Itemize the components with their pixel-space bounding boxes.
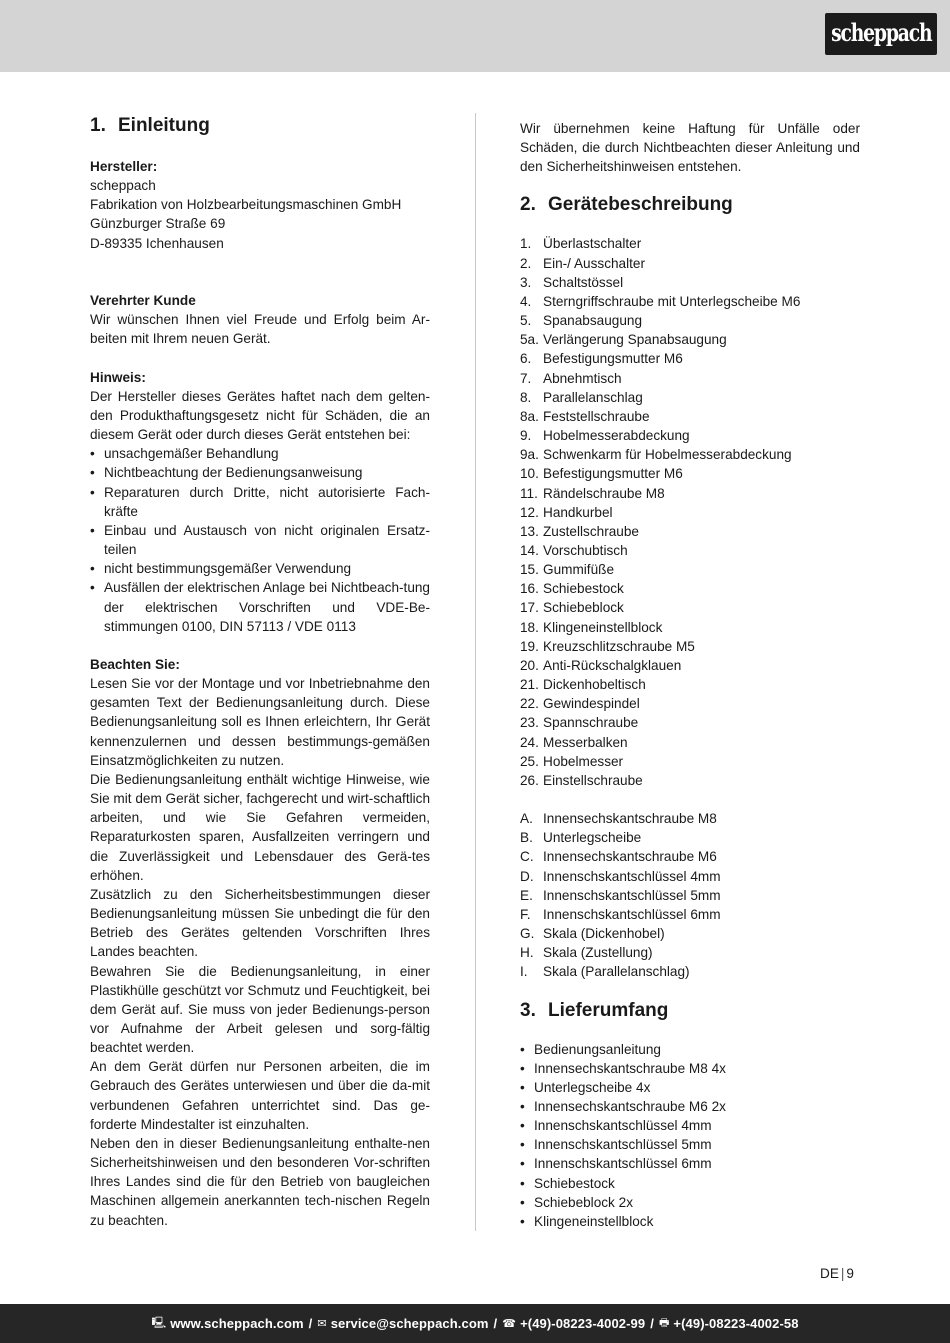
- item-text: Verlängerung Spanabsaugung: [543, 332, 727, 348]
- list-item: • Nichtbeachtung der Bedienungsanweisung: [90, 465, 363, 481]
- list-item: [520, 943, 860, 962]
- list-item: [520, 503, 860, 522]
- left-column: [90, 111, 430, 1230]
- item-text: Gewindespindel: [543, 696, 640, 712]
- section-1-title: Einleitung: [118, 115, 210, 136]
- item-text: Hobelmesserabdeckung: [543, 428, 690, 444]
- item-text: Schiebestock: [543, 581, 624, 597]
- list-item: [520, 905, 860, 924]
- list-item: [520, 618, 860, 637]
- item-number: 23.: [520, 715, 539, 731]
- item-text: Schwenkarm für Hobelmesserabdeckung: [543, 447, 792, 463]
- item-number: 9.: [520, 428, 532, 444]
- list-item: [520, 867, 860, 886]
- item-number: 13.: [520, 523, 539, 539]
- column-divider: [475, 113, 476, 1231]
- section-1-number: 1.: [90, 115, 106, 136]
- item-text: Überlastschalter: [543, 236, 642, 252]
- customer-text: Wir wünschen Ihnen viel Freude und Erfolg beim Ar-beiten mit Ihrem neuen Gerät.: [90, 312, 430, 347]
- logo-text: scheppach: [830, 18, 932, 47]
- list-item: [520, 694, 860, 713]
- list-item: [520, 733, 860, 752]
- item-text: Skala (Zustellung): [543, 945, 653, 961]
- list-item: [520, 675, 860, 694]
- section-2-number: 2.: [520, 194, 536, 216]
- item-number: 24.: [520, 734, 539, 750]
- list-item: • Bedienungsanleitung: [520, 1041, 661, 1057]
- address-line: scheppach: [90, 178, 156, 194]
- footer-fax: +(49)-08223-4002-58: [673, 1316, 799, 1331]
- list-item: [520, 847, 860, 866]
- list-item: • Innensechskantschraube M6 2x: [520, 1099, 726, 1115]
- item-number: 9a.: [520, 447, 539, 463]
- section-3-heading: [520, 996, 860, 1026]
- list-item: • Unterlegscheibe 4x: [520, 1079, 651, 1095]
- item-number: 8a.: [520, 408, 539, 424]
- delivery-list: [520, 1040, 860, 1232]
- note-text: Der Hersteller dieses Gerätes haftet nach dem gelten-den Produkthaftungsgesetz nicht für Schäden, die an diesem Gerät oder durch dieses Gerät entstehen bei:: [90, 388, 430, 443]
- footer-separator: /: [308, 1316, 313, 1331]
- manufacturer-label: Hersteller:: [90, 159, 158, 174]
- list-item: • unsachgemäßer Behandlung: [90, 446, 279, 462]
- list-item: [520, 637, 860, 656]
- item-number: 6.: [520, 351, 532, 367]
- item-text: Innensechskantschraube M6: [543, 849, 717, 865]
- item-text: Messerbalken: [543, 734, 628, 750]
- item-number: F.: [520, 906, 531, 922]
- item-text: Anti-Rückschalgklauen: [543, 657, 682, 673]
- header-bar: [0, 0, 950, 72]
- item-number: C.: [520, 849, 534, 865]
- item-text: Spanabsaugung: [543, 313, 643, 329]
- footer-bar: [0, 1304, 950, 1343]
- scheppach-logo: [825, 13, 937, 55]
- computer-icon: 🖳︎: [151, 1317, 167, 1329]
- item-text: Unterlegscheibe: [543, 830, 642, 846]
- item-text: Innenschskantschlüssel 4mm: [543, 868, 721, 884]
- list-item: [520, 369, 860, 388]
- list-item: [520, 330, 860, 349]
- item-number: 22.: [520, 696, 539, 712]
- item-text: Befestigungsmutter M6: [543, 466, 683, 482]
- item-number: 16.: [520, 581, 539, 597]
- list-item: [520, 598, 860, 617]
- footer-website[interactable]: www.scheppach.com: [170, 1316, 304, 1331]
- list-item: [520, 656, 860, 675]
- item-text: Sterngriffschraube mit Unterlegscheibe M6: [543, 293, 801, 309]
- phone-icon: ☎︎: [502, 1318, 517, 1330]
- list-item: • Schiebestock: [520, 1175, 615, 1191]
- item-number: 20.: [520, 657, 539, 673]
- item-number: 17.: [520, 600, 539, 616]
- item-number: B.: [520, 830, 533, 846]
- address-line: D-89335 Ichenhausen: [90, 235, 224, 251]
- item-text: Schiebeblock: [543, 600, 624, 616]
- list-item: [520, 445, 860, 464]
- footer-separator: /: [650, 1316, 654, 1331]
- item-number: 14.: [520, 542, 539, 558]
- list-item: [520, 311, 860, 330]
- item-text: Klingeneinstellblock: [543, 619, 663, 635]
- item-text: Innensechskantschraube M8: [543, 811, 717, 827]
- list-item: [520, 809, 860, 828]
- item-number: 25.: [520, 753, 539, 769]
- item-text: Skala (Parallelanschlag): [543, 964, 690, 980]
- list-item: • nicht bestimmungsgemäßer Verwendung: [90, 561, 352, 577]
- list-item: • Einbau und Austausch von nicht originalen Ersatz-teilen: [90, 522, 430, 558]
- item-text: Dickenhobeltisch: [543, 677, 646, 693]
- item-number: 5.: [520, 313, 532, 329]
- observe-label: Beachten Sie:: [90, 657, 180, 673]
- item-text: Hobelmesser: [543, 753, 624, 769]
- list-item: • Innensechskantschraube M8 4x: [520, 1060, 726, 1076]
- list-item: [520, 771, 860, 790]
- item-number: 18.: [520, 619, 539, 635]
- footer-separator: /: [493, 1316, 498, 1331]
- item-number: 5a.: [520, 332, 539, 348]
- address-line: Fabrikation von Holzbearbeitungsmaschinen GmbH: [90, 197, 402, 213]
- item-text: Befestigungsmutter M6: [543, 351, 683, 367]
- item-number: A.: [520, 811, 533, 827]
- list-item: [520, 828, 860, 847]
- section-1-heading: [90, 111, 430, 141]
- list-item: [520, 254, 860, 273]
- list-item: [520, 522, 860, 541]
- footer-phone: +(49)-08223-4002-99: [520, 1316, 646, 1331]
- list-item: • Innenschskantschlüssel 6mm: [520, 1156, 712, 1172]
- item-number: 1.: [520, 236, 532, 252]
- item-text: Feststellschraube: [543, 408, 650, 424]
- list-item: [520, 579, 860, 598]
- item-text: Gummifüße: [543, 562, 615, 578]
- list-item: • Innenschskantschlüssel 4mm: [520, 1118, 712, 1134]
- address-line: Günzburger Straße 69: [90, 216, 226, 232]
- list-item: [520, 464, 860, 483]
- item-text: Vorschubtisch: [543, 542, 628, 558]
- item-number: 7.: [520, 370, 532, 386]
- item-text: Ein-/ Ausschalter: [543, 255, 645, 271]
- list-item: [520, 388, 860, 407]
- observe-paragraph: Bewahren Sie die Bedienungsanleitung, in einer Plastikhülle geschützt vor Schmutz und Feuchtigkeit, bei dem Gerät auf. Sie muss von jeder Bedienungs-person vor Aufnahme der Arbeit gelesen und sorg-fältig beachtet werden.: [90, 963, 430, 1056]
- fax-icon: 🖶︎: [658, 1317, 670, 1329]
- note-label: Hinweis:: [90, 369, 146, 385]
- item-text: Schaltstössel: [543, 274, 624, 290]
- footer-email[interactable]: service@scheppach.com: [330, 1316, 489, 1331]
- section-2-heading: [520, 190, 860, 220]
- list-item: [520, 234, 860, 253]
- list-item: [520, 407, 860, 426]
- note-bullet-list: [90, 444, 430, 636]
- item-number: 21.: [520, 677, 539, 693]
- observe-paragraph: Lesen Sie vor der Montage und vor Inbetriebnahme den gesamten Text der Bedienungsanleitung durch. Diese Bedienungsanleitung soll es Ihnen erleichtern, Ihr Gerät kennenzulernen und dessen bestimmungs-gemäßen Einsatzmöglichkeiten zu nutzen.: [90, 676, 430, 768]
- parts-list: [520, 234, 860, 790]
- item-number: 19.: [520, 638, 539, 654]
- item-number: H.: [520, 945, 534, 961]
- page-language: DE: [820, 1266, 839, 1281]
- item-number: 4.: [520, 293, 532, 309]
- item-text: Handkurbel: [543, 504, 613, 520]
- item-number: D.: [520, 868, 534, 884]
- item-text: Innenschskantschlüssel 5mm: [543, 887, 721, 903]
- observe-paragraph: Die Bedienungsanleitung enthält wichtige Hinweise, wie Sie mit dem Gerät sicher, fachgerecht und wirt-schaftlich arbeiten, und wie Sie Gefahren vermeiden, Reparaturkosten sparen, Ausfallzeiten verringern und die Zuverlässigkeit und Lebensdauer des Gerä-tes erhöhen.: [90, 771, 430, 883]
- email-icon: ✉︎: [317, 1318, 327, 1330]
- item-number: 10.: [520, 466, 539, 482]
- right-column: [520, 119, 860, 1231]
- section-3-title: Lieferumfang: [548, 999, 669, 1021]
- accessories-list: [520, 809, 860, 981]
- liability-text: Wir übernehmen keine Haftung für Unfälle oder Schäden, die durch Nichtbeachten dieser Anleitung und den Sicherheitshinweisen entstehen.: [520, 121, 860, 175]
- list-item: [520, 752, 860, 771]
- item-number: 26.: [520, 772, 539, 788]
- section-3-number: 3.: [520, 999, 536, 1021]
- list-item: [520, 349, 860, 368]
- list-item: [520, 484, 860, 503]
- section-2-title: Gerätebeschreibung: [548, 194, 733, 216]
- list-item: [520, 426, 860, 445]
- list-item: [520, 541, 860, 560]
- item-text: Parallelanschlag: [543, 389, 643, 405]
- list-item: • Ausfällen der elektrischen Anlage bei Nichtbeach-tung der elektrischen Vorschriften und VDE-Be-stimmungen 0100, DIN 57113 / VDE 0113: [90, 580, 430, 634]
- list-item: [520, 924, 860, 943]
- item-text: Kreuzschlitzschraube M5: [543, 638, 695, 654]
- item-text: Innenschskantschlüssel 6mm: [543, 906, 721, 922]
- observe-paragraph: Zusätzlich zu den Sicherheitsbestimmungen dieser Bedienungsanleitung müssen Sie unbedingt die für den Betrieb des Gerätes geltenden Vorschriften Ihres Landes beachten.: [90, 886, 430, 960]
- page-number-value: 9: [846, 1266, 854, 1281]
- list-item: • Klingeneinstellblock: [520, 1213, 654, 1229]
- list-item: [520, 292, 860, 311]
- item-text: Rändelschraube M8: [543, 485, 665, 501]
- item-number: 3.: [520, 274, 532, 290]
- item-number: I.: [520, 964, 528, 980]
- observe-paragraph: Neben den in dieser Bedienungsanleitung enthalte-nen Sicherheitshinweisen und den besonderen Vor-schriften Ihres Landes sind die für den Betrieb von baugleichen Maschinen allgemein anerkannten tech-nischen Regeln zu beachten.: [90, 1135, 430, 1228]
- list-item: • Innenschskantschlüssel 5mm: [520, 1137, 712, 1153]
- item-number: E.: [520, 887, 533, 903]
- page-number: DE | 9: [820, 1266, 854, 1281]
- item-number: 8.: [520, 389, 532, 405]
- observe-paragraph: An dem Gerät dürfen nur Personen arbeiten, die im Gebrauch des Gerätes unterwiesen und über die da-mit verbundenen Gefahren unterrichtet sind. Das ge-forderte Mindestalter ist einzuhalten.: [90, 1059, 430, 1132]
- item-number: 12.: [520, 504, 539, 520]
- item-text: Skala (Dickenhobel): [543, 926, 665, 942]
- list-item: [520, 560, 860, 579]
- item-text: Zustellschraube: [543, 523, 639, 539]
- list-item: [520, 886, 860, 905]
- list-item: [520, 962, 860, 981]
- item-number: G.: [520, 926, 535, 942]
- list-item: [520, 713, 860, 732]
- item-text: Spannschraube: [543, 715, 639, 731]
- item-number: 2.: [520, 255, 532, 271]
- customer-label: Verehrter Kunde: [90, 293, 196, 309]
- item-text: Abnehmtisch: [543, 370, 622, 386]
- list-item: • Schiebeblock 2x: [520, 1194, 633, 1210]
- manufacturer-address: [90, 176, 430, 253]
- item-number: 15.: [520, 562, 539, 578]
- item-text: Einstellschraube: [543, 772, 643, 788]
- list-item: [520, 273, 860, 292]
- list-item: • Reparaturen durch Dritte, nicht autorisierte Fach-kräfte: [90, 484, 430, 519]
- item-number: 11.: [520, 485, 538, 501]
